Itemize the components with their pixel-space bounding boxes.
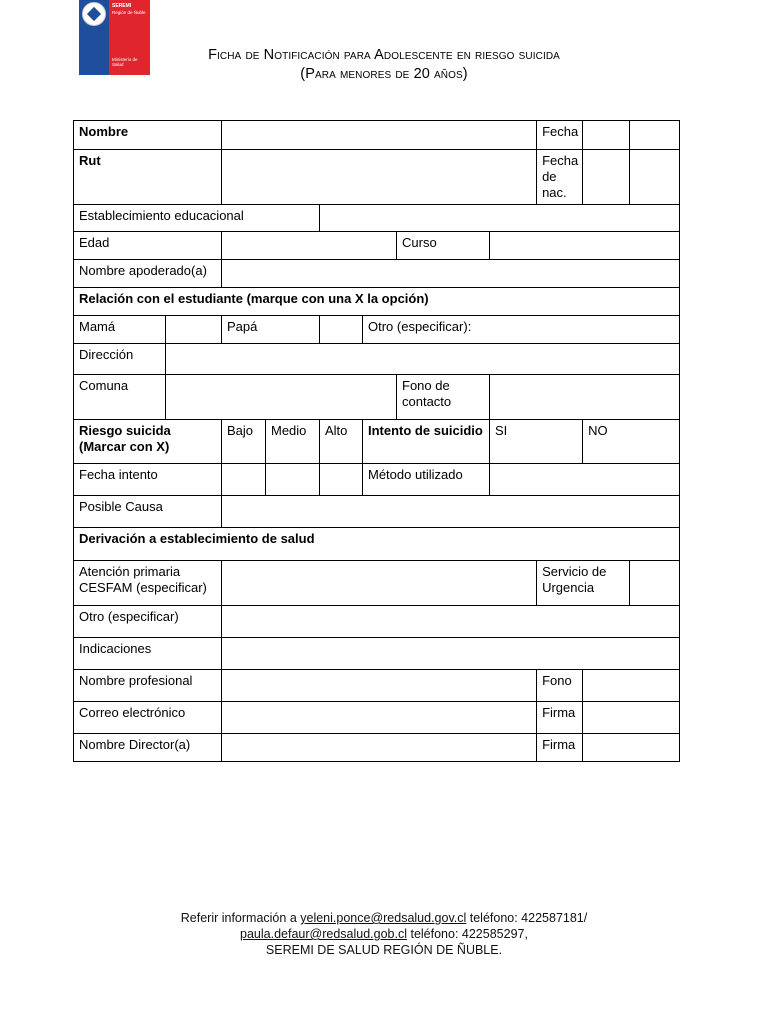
label-fecha-nac: Fecha de nac. [537, 150, 583, 205]
label-otro: Otro (especificar) [74, 606, 222, 638]
input-indicaciones[interactable] [222, 638, 680, 670]
label-profesional: Nombre profesional [74, 670, 222, 702]
footer-line-2 [150, 926, 618, 942]
row-fecha-intento [74, 464, 680, 496]
input-firma[interactable] [583, 702, 680, 734]
check-medio[interactable]: Medio [266, 420, 320, 464]
check-bajo[interactable]: Bajo [222, 420, 266, 464]
input-director[interactable] [222, 734, 537, 762]
input-establecimiento[interactable] [320, 205, 680, 232]
input-correo[interactable] [222, 702, 537, 734]
input-direccion[interactable] [166, 344, 680, 375]
footer-text: Referir información a [180, 911, 301, 925]
check-no[interactable]: NO [583, 420, 680, 464]
logo-blue-panel [79, 0, 109, 75]
label-fono: Fono [537, 670, 583, 702]
label-comuna: Comuna [74, 375, 166, 420]
input-fono-contacto[interactable] [490, 375, 680, 420]
input-profesional[interactable] [222, 670, 537, 702]
coat-of-arms-icon [82, 2, 106, 26]
label-metodo: Método utilizado [363, 464, 490, 496]
label-fecha-intento: Fecha intento [74, 464, 222, 496]
input-rut[interactable] [222, 150, 537, 205]
label-intento: Intento de suicidio [363, 420, 490, 464]
row-relacion [74, 288, 680, 316]
logo-text-seremi: SEREMI [112, 3, 132, 9]
row-comuna [74, 375, 680, 420]
input-fono[interactable] [583, 670, 680, 702]
label-correo: Correo electrónico [74, 702, 222, 734]
email-link-2[interactable]: paula.defaur@redsalud.gob.cl [240, 927, 407, 941]
seremi-logo [79, 0, 150, 75]
input-curso[interactable] [490, 232, 680, 260]
input-firma-director[interactable] [583, 734, 680, 762]
check-alto[interactable]: Alto [320, 420, 363, 464]
row-apoderado [74, 260, 680, 288]
label-fono-contacto: Fono de contacto [397, 375, 490, 420]
input-fecha-intento-day[interactable] [222, 464, 266, 496]
input-apoderado[interactable] [222, 260, 680, 288]
label-riesgo: Riesgo suicida (Marcar con X) [74, 420, 222, 464]
row-direccion [74, 344, 680, 375]
row-causa [74, 496, 680, 528]
row-parentesco [74, 316, 680, 344]
label-otro-especificar[interactable]: Otro (especificar): [363, 316, 680, 344]
logo-red-panel [109, 0, 150, 75]
input-metodo[interactable] [490, 464, 680, 496]
row-indicaciones [74, 638, 680, 670]
input-urgencia[interactable] [630, 561, 680, 606]
label-atencion: Atención primaria CESFAM (especificar) [74, 561, 222, 606]
row-nombre [74, 121, 680, 150]
row-establecimiento [74, 205, 680, 232]
title-line-1: Ficha de Notificación para Adolescente en riesgo suicida [208, 47, 560, 63]
label-direccion: Dirección [74, 344, 166, 375]
label-fecha: Fecha [537, 121, 583, 150]
label-mama: Mamá [74, 316, 166, 344]
logo-text-region: Región de Ñuble [112, 10, 146, 15]
input-otro[interactable] [222, 606, 680, 638]
notification-form-table [73, 120, 680, 762]
footer-line-1 [150, 910, 618, 926]
footer-line-3: SEREMI DE SALUD REGIÓN DE ÑUBLE. [265, 943, 503, 957]
input-causa[interactable] [222, 496, 680, 528]
label-curso: Curso [397, 232, 490, 260]
label-nombre: Nombre [74, 121, 222, 150]
row-rut [74, 150, 680, 205]
input-atencion[interactable] [222, 561, 537, 606]
label-causa: Posible Causa [74, 496, 222, 528]
footer-phone-2: teléfono: 422585297, [407, 927, 528, 941]
logo-text-ministerio: Ministerio de Salud [112, 57, 138, 67]
row-riesgo [74, 420, 680, 464]
check-papa[interactable] [320, 316, 363, 344]
section-relacion: Relación con el estudiante (marque con una X la opción) [74, 288, 680, 316]
input-fecha-month[interactable] [630, 121, 680, 150]
label-urgencia: Servicio de Urgencia [537, 561, 630, 606]
label-establecimiento: Establecimiento educacional [74, 205, 320, 232]
page-title [150, 46, 618, 84]
footer-contact [150, 910, 618, 958]
input-comuna[interactable] [166, 375, 397, 420]
input-fecha-nac-day[interactable] [583, 150, 630, 205]
title-line-2: (Para menores de 20 años) [300, 66, 468, 82]
check-mama[interactable] [166, 316, 222, 344]
input-nombre[interactable] [222, 121, 537, 150]
input-fecha-intento-year[interactable] [320, 464, 363, 496]
row-atencion [74, 561, 680, 606]
label-director: Nombre Director(a) [74, 734, 222, 762]
label-rut: Rut [74, 150, 222, 205]
row-otro [74, 606, 680, 638]
check-si[interactable]: SI [490, 420, 583, 464]
input-fecha-nac-month[interactable] [630, 150, 680, 205]
row-profesional [74, 670, 680, 702]
section-derivacion: Derivación a establecimiento de salud [74, 528, 680, 561]
row-correo [74, 702, 680, 734]
footer-phone-1: teléfono: 422587181/ [466, 911, 588, 925]
email-link-1[interactable]: yeleni.ponce@redsalud.gov.cl [300, 911, 467, 925]
label-papa: Papá [222, 316, 320, 344]
row-edad [74, 232, 680, 260]
input-fecha-day[interactable] [583, 121, 630, 150]
input-fecha-intento-month[interactable] [266, 464, 320, 496]
label-firma: Firma [537, 702, 583, 734]
label-apoderado: Nombre apoderado(a) [74, 260, 222, 288]
label-edad: Edad [74, 232, 222, 260]
label-indicaciones: Indicaciones [74, 638, 222, 670]
row-derivacion [74, 528, 680, 561]
input-edad[interactable] [222, 232, 397, 260]
label-firma-director: Firma [537, 734, 583, 762]
row-director [74, 734, 680, 762]
